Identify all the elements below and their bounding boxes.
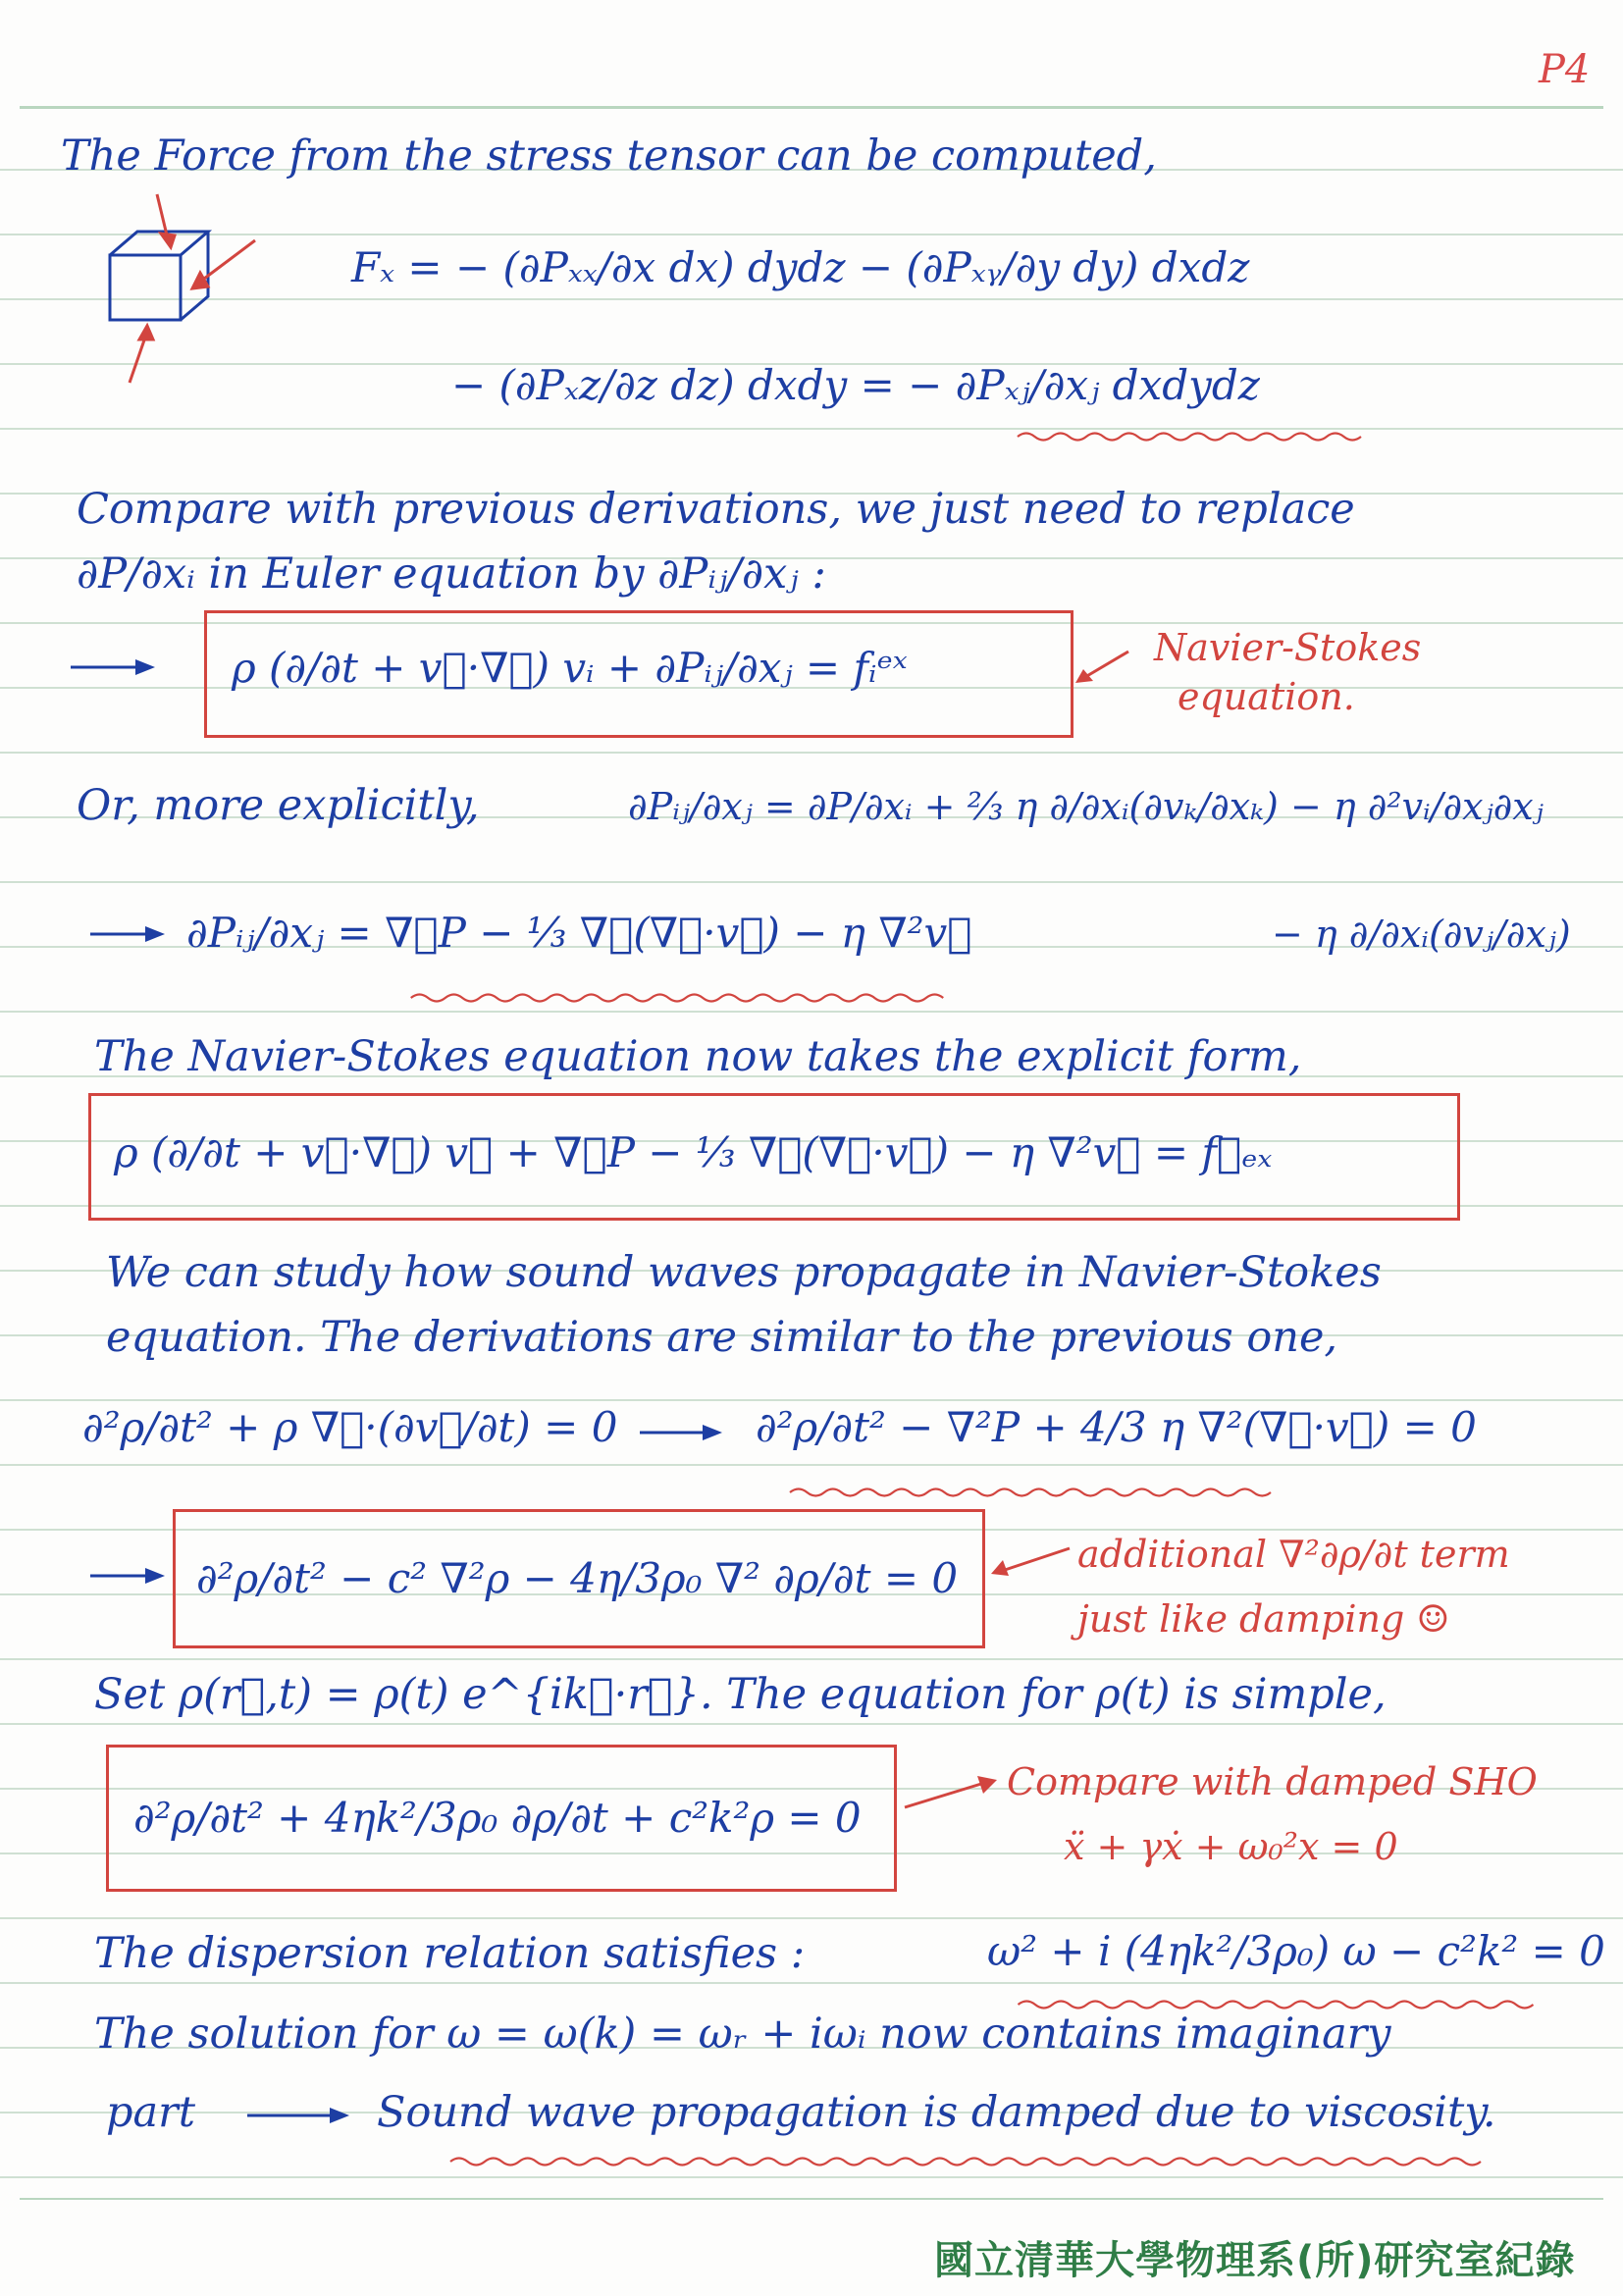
intro-line: The Force from the stress tensor can be computed, (61, 131, 1157, 181)
stress-divergence-equation: ∂Pᵢⱼ/∂xⱼ = ∂P/∂xᵢ + ⅔ η ∂/∂xᵢ(∂vₖ/∂xₖ) − η ∂²vᵢ/∂xⱼ∂xⱼ (628, 785, 1544, 828)
navier-stokes-note: Navier-Stokes (1154, 626, 1422, 669)
stress-cube-icon (98, 186, 275, 383)
arrow-icon (90, 924, 169, 944)
damping-note: additional ∇²∂ρ/∂t term (1077, 1533, 1510, 1576)
sound-waves-line: We can study how sound waves propagate in Navier-Stokes (106, 1248, 1382, 1297)
underline-squiggle (377, 2155, 1554, 2168)
extra-term: − η ∂/∂xᵢ(∂vⱼ/∂xⱼ) (1272, 913, 1571, 956)
dispersion-equation: ω² + i (4ηk²/3ρ₀) ω − c²k² = 0 (987, 1927, 1605, 1975)
navier-stokes-note2: equation. (1178, 675, 1355, 718)
derivations-line: equation. The derivations are similar to the previous one, (106, 1313, 1338, 1362)
explicit-line: Or, more explicitly, (77, 781, 480, 830)
explicit-ns-equation: ρ (∂/∂t + v⃗·∇⃗) v⃗ + ∇⃗P − ⅓ ∇⃗(∇⃗·v⃗) − η ∇²v⃗ = f⃗ₑₓ (114, 1128, 1273, 1176)
conclusion-line: Sound wave propagation is damped due to viscosity. (377, 2088, 1496, 2137)
part-label: part (106, 2088, 195, 2137)
arrow-icon (903, 1774, 1001, 1813)
navier-stokes-index-equation: ρ (∂/∂t + v⃗·∇⃗) vᵢ + ∂Pᵢⱼ/∂xⱼ = fᵢᵉˣ (232, 644, 908, 692)
replace-line: ∂P/∂xᵢ in Euler equation by ∂Pᵢⱼ/∂xⱼ : (77, 549, 826, 599)
top-rule (20, 106, 1603, 109)
continuity-time-derivative: ∂²ρ/∂t² + ρ ∇⃗·(∂v⃗/∂t) = 0 (82, 1403, 618, 1451)
ansatz-line: Set ρ(r⃗,t) = ρ(t) e^{ik⃗·r⃗}. The equation for ρ(t) is simple, (94, 1670, 1387, 1719)
force-equation-line1: Fₓ = − (∂Pₓₓ/∂x dx) dydz − (∂Pₓᵧ/∂y dy) dxdz (351, 243, 1250, 291)
dispersion-line: The dispersion relation satisfies : (94, 1929, 806, 1978)
arrow-icon (71, 657, 159, 677)
arrow-icon (987, 1542, 1072, 1582)
page-number: P4 (1539, 47, 1591, 92)
sho-equation: ẍ + γẋ + ω₀²x = 0 (1064, 1825, 1398, 1868)
solution-line: The solution for ω = ω(k) = ωᵣ + iωᵢ now contains imaginary (94, 2009, 1391, 2059)
arrow-icon (640, 1423, 728, 1442)
top-margin (0, 0, 1623, 106)
arrow-icon (1072, 648, 1130, 687)
arrow-icon (90, 1566, 169, 1586)
explicit-form-line: The Navier-Stokes equation now takes the explicit form, (94, 1032, 1302, 1081)
force-equation-line2: − (∂Pₓz/∂z dz) dxdy = − ∂Pₓⱼ/∂xⱼ dxdydz (451, 361, 1260, 409)
arrow-icon (247, 2106, 355, 2125)
institution-footer: 國立清華大學物理系(所)研究室紀錄 (934, 2238, 1576, 2283)
underline-squiggle (373, 991, 981, 1005)
stress-vector-equation: ∂Pᵢⱼ/∂xⱼ = ∇⃗P − ⅓ ∇⃗(∇⃗·v⃗) − η ∇²v⃗ (186, 909, 972, 957)
damped-wave-equation: ∂²ρ/∂t² − c² ∇²ρ − 4η/3ρ₀ ∇² ∂ρ/∂t = 0 (196, 1554, 959, 1602)
sho-note: Compare with damped SHO (1007, 1760, 1538, 1803)
time-ode-equation: ∂²ρ/∂t² + 4ηk²/3ρ₀ ∂ρ/∂t + c²k²ρ = 0 (133, 1794, 862, 1842)
underline-squiggle (993, 430, 1386, 444)
compare-line: Compare with previous derivations, we just need to replace (77, 485, 1355, 534)
wave-equation-intermediate: ∂²ρ/∂t² − ∇²P + 4/3 η ∇²(∇⃗·v⃗) = 0 (756, 1403, 1477, 1451)
damping-note2: just like damping ☺ (1077, 1597, 1450, 1641)
underline-squiggle (756, 1486, 1305, 1499)
